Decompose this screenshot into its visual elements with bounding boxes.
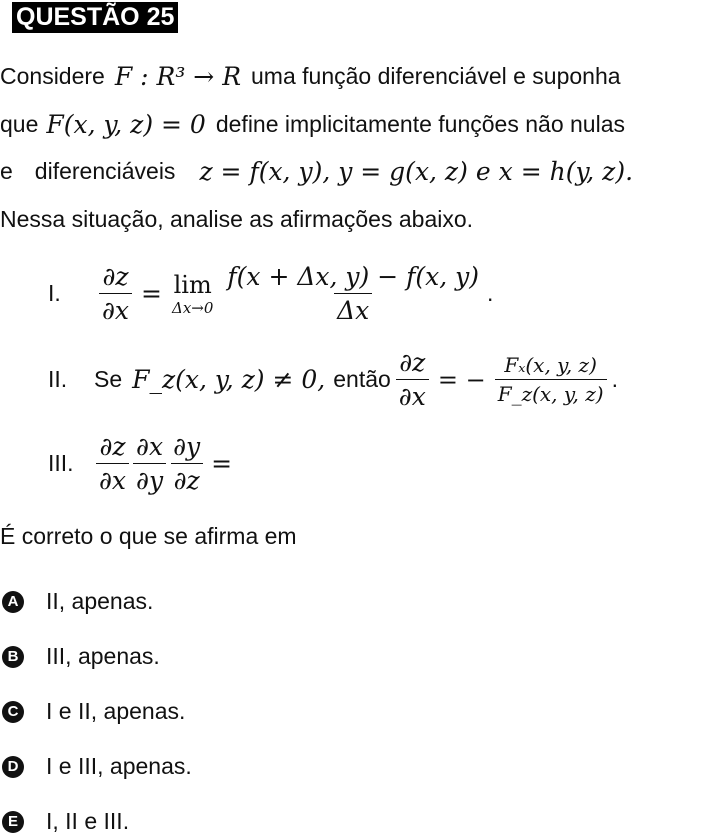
limit-subscript: Δx→0 (171, 298, 214, 317)
math-expression: x = h(y, z). (498, 157, 634, 186)
option-letter-badge: A (2, 591, 24, 613)
intro-line-4: Nessa situação, analise as afirmações abaixo. (0, 206, 474, 232)
numerator: ∂y (173, 432, 201, 461)
period: . (486, 280, 494, 306)
intro-text: diferenciáveis (34, 158, 176, 184)
math-expression: F : R³ → R (114, 62, 242, 91)
denominator: ∂y (133, 463, 166, 495)
math-expression: F_z(x, y, z) ≠ 0, (132, 365, 326, 394)
denominator: Δx (334, 293, 372, 325)
fraction (495, 353, 607, 406)
option-text: I e III, apenas. (46, 753, 192, 779)
option-letter-badge: D (2, 756, 24, 778)
statement-number: II. (48, 366, 68, 392)
fraction (133, 432, 166, 495)
question-title: QUESTÃO 25 (12, 2, 178, 33)
option-text: II, apenas. (46, 588, 154, 614)
intro-text: uma função diferenciável e suponha (251, 63, 621, 89)
statement-1 (48, 262, 493, 325)
statement-number: I. (48, 280, 61, 306)
question-prompt: É correto o que se afirma em (0, 523, 297, 549)
equals-minus: = − (437, 365, 486, 394)
option-text: III, apenas. (46, 643, 160, 669)
fraction (396, 348, 429, 411)
denominator: ∂x (396, 379, 429, 411)
numerator: f(x + Δx, y) − f(x, y) (227, 262, 479, 291)
limit (172, 271, 213, 317)
option-text: I, II e III. (46, 808, 130, 834)
equals-sign: = (141, 279, 162, 308)
numerator: ∂z (399, 348, 426, 377)
denominator: ∂x (96, 463, 129, 495)
option-text: I e II, apenas. (46, 698, 186, 724)
option-letter-badge: C (2, 701, 24, 723)
equals-sign: = (211, 449, 233, 478)
option-letter-badge: E (2, 811, 24, 833)
intro-line-1 (0, 62, 621, 91)
numerator: ∂z (99, 432, 126, 461)
option-e[interactable] (2, 808, 129, 835)
fraction (99, 262, 132, 325)
math-conjunction: e (475, 157, 491, 186)
fraction (224, 262, 482, 325)
intro-text: que (0, 111, 39, 137)
denominator: F_z(x, y, z) (495, 379, 607, 406)
intro-line-3 (0, 157, 633, 186)
numerator: Fₓ(x, y, z) (504, 353, 597, 377)
option-d[interactable] (2, 753, 192, 780)
option-c[interactable] (2, 698, 185, 725)
fraction (170, 432, 203, 495)
math-expression: z = f(x, y), y = g(x, z) (199, 157, 468, 186)
limit-word: lim (173, 270, 212, 299)
intro-line-2 (0, 110, 625, 139)
denominator: ∂x (99, 293, 132, 325)
statement-number: III. (48, 450, 74, 476)
intro-text: e (0, 158, 13, 184)
fraction (96, 432, 129, 495)
option-b[interactable] (2, 643, 160, 670)
statement-2 (48, 348, 618, 411)
statement-3 (48, 432, 232, 495)
intro-text: define implicitamente funções não nulas (215, 111, 625, 137)
period: . (611, 366, 618, 392)
statement-text: Se (94, 366, 123, 392)
numerator: ∂z (102, 262, 129, 291)
option-letter-badge: B (2, 646, 24, 668)
denominator: ∂z (171, 463, 203, 495)
numerator: ∂x (136, 432, 164, 461)
statement-text: então (333, 366, 391, 392)
math-expression: F(x, y, z) = 0 (46, 110, 206, 139)
intro-text: Considere (0, 63, 105, 89)
option-a[interactable] (2, 588, 153, 615)
